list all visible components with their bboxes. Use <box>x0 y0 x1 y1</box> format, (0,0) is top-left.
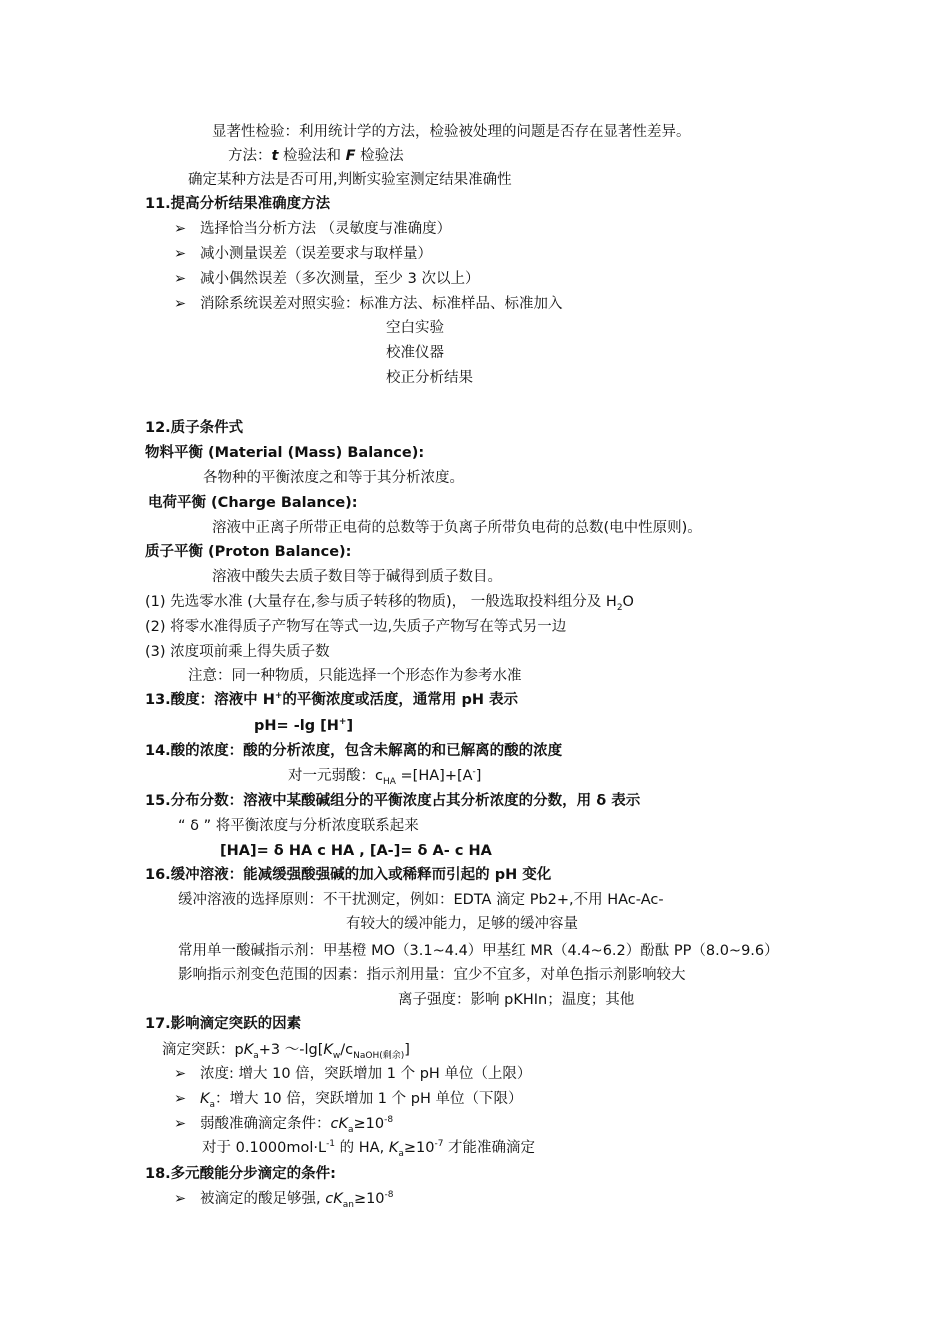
line-methods: 方法：t 检验法和 F 检验法 <box>228 148 404 164</box>
delta-formula: [HA]= δ HA c HA , [A-]= δ A- c HA <box>220 843 492 859</box>
line-significance-test: 显著性检验：利用统计学的方法，检验被处理的问题是否存在显著性差异。 <box>212 124 691 140</box>
accurate-titration: 对于 $0.1000mol\cdot L^{-1}$ 的 HA, $K_a\ge 10^{-7}$ 才能准确滴定 <box>202 1139 536 1159</box>
ph-formula: pH= -lg [H+] <box>254 717 354 734</box>
heading-11: 11.提高分析结果准确度方法 <box>145 196 331 212</box>
titration-jump: 滴定突跃：$pK_a+3$ $\sim-\lg[K_w/c_{NaOH(剩余)}]$ <box>162 1042 410 1061</box>
heading-12: 12.质子条件式 <box>145 420 244 436</box>
list-item: ➢ 减小测量误差（误差要求与取样量） <box>174 246 432 262</box>
arrow-bullet-icon: ➢ <box>174 1066 187 1082</box>
heading-15: 15.分布分数：溶液中某酸碱组分的平衡浓度占其分析浓度的分数，用 δ 表示 <box>145 793 641 809</box>
list-item: ➢ 浓度: 增大 10 倍，突跃增加 1 个 pH 单位（上限） <box>174 1066 532 1082</box>
heading-17: 17.影响滴定突跃的因素 <box>145 1016 302 1032</box>
list-item: ➢ 弱酸准确滴定条件：$cK_a\ge 10^{-8}$ <box>174 1115 394 1135</box>
indicator-factors: 影响指示剂变色范围的因素：指示剂用量：宜少不宜多，对单色指示剂影响较大 <box>178 967 686 983</box>
heading-18: 18.多元酸能分步滴定的条件: <box>145 1166 336 1182</box>
delta-text: “ δ ” 将平衡浓度与分析浓度联系起来 <box>178 818 419 834</box>
weak-acid-formula: 对一元弱酸：$c_{HA} =[HA]+[A^-]$ <box>288 767 482 787</box>
list-item: ➢ $K_a$：增大 10 倍，突跃增加 1 个 pH 单位（下限） <box>174 1091 523 1110</box>
arrow-bullet-icon: ➢ <box>174 1191 187 1207</box>
proton-balance-title: 质子平衡 (Proton Balance): <box>145 544 352 560</box>
list-item: ➢ 选择恰当分析方法 （灵敏度与准确度） <box>174 221 452 237</box>
arrow-bullet-icon: ➢ <box>174 246 187 262</box>
list-item: ➢ 被滴定的酸足够强, $cK_{an}\ge 10^{-8}$ <box>174 1190 394 1210</box>
arrow-bullet-icon: ➢ <box>174 296 187 312</box>
arrow-bullet-icon: ➢ <box>174 271 187 287</box>
sub-item: 空白实验 <box>386 320 444 336</box>
step-2: (2) 将零水准得质子产物写在等式一边,失质子产物写在等式另一边 <box>145 619 567 635</box>
heading-16: 16.缓冲溶液：能减缓强酸强碱的加入或稀释而引起的 pH 变化 <box>145 867 552 883</box>
sub-item: 校准仪器 <box>386 345 444 361</box>
ionic-strength: 离子强度：影响 pKHIn；温度；其他 <box>398 992 635 1008</box>
arrow-bullet-icon: ➢ <box>174 221 187 237</box>
list-item: ➢ 消除系统误差对照实验：标准方法、标准样品、标准加入 <box>174 296 563 312</box>
heading-14: 14.酸的浓度：酸的分析浓度，包含未解离的和已解离的酸的浓度 <box>145 743 563 759</box>
step-3: (3) 浓度项前乘上得失质子数 <box>145 644 330 660</box>
indicators: 常用单一酸碱指示剂：甲基橙 MO（3.1~4.4）甲基红 MR（4.4~6.2）酚酞 PP（8.0~9.6） <box>178 943 779 959</box>
list-item: ➢ 减小偶然误差（多次测量，至少 3 次以上） <box>174 271 480 287</box>
step-1: (1) 先选零水准 (大量存在,参与质子转移的物质)， 一般选取投料组分及 $H_2O$ <box>145 594 634 613</box>
arrow-bullet-icon: ➢ <box>174 1116 187 1132</box>
sub-item: 校正分析结果 <box>386 370 473 386</box>
heading-13: 13.酸度：溶液中 H+的平衡浓度或活度，通常用 pH 表示 <box>145 691 519 708</box>
proton-balance-text: 溶液中酸失去质子数目等于碱得到质子数目。 <box>212 569 502 585</box>
material-balance-text: 各物种的平衡浓度之和等于其分析浓度。 <box>203 470 464 486</box>
line-purpose: 确定某种方法是否可用,判断实验室测定结果准确性 <box>188 172 512 188</box>
note: 注意：同一种物质，只能选择一个形态作为参考水准 <box>188 668 522 684</box>
charge-balance-title: 电荷平衡 (Charge Balance): <box>148 495 358 511</box>
buffer-capacity: 有较大的缓冲能力，足够的缓冲容量 <box>346 916 578 932</box>
arrow-bullet-icon: ➢ <box>174 1091 187 1107</box>
material-balance-title: 物料平衡 (Material (Mass) Balance): <box>145 445 425 461</box>
buffer-principle: 缓冲溶液的选择原则：不干扰测定，例如：EDTA 滴定 Pb2+,不用 HAc-Ac- <box>178 892 664 908</box>
charge-balance-text: 溶液中正离子所带正电荷的总数等于负离子所带负电荷的总数(电中性原则)。 <box>212 520 702 536</box>
